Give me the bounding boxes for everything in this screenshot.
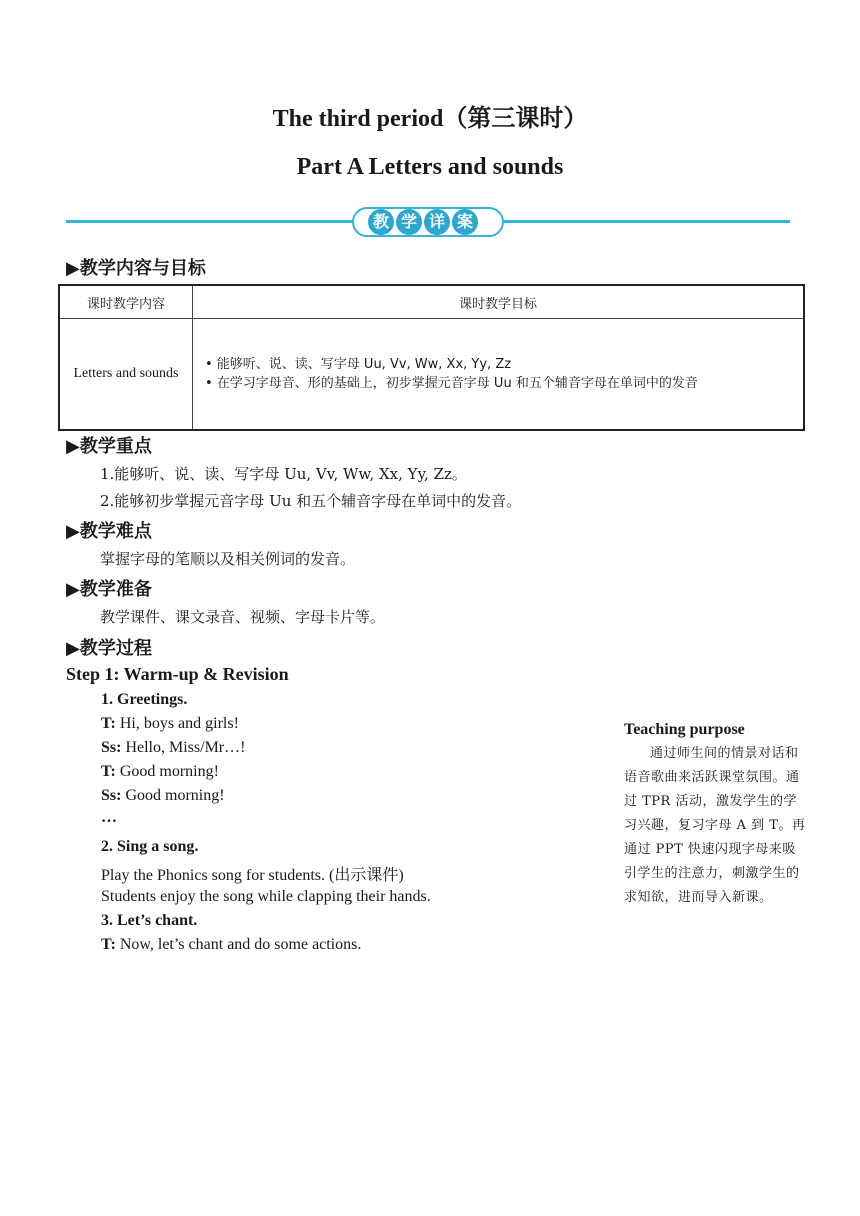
- key-point-2: 2.能够初步掌握元音字母 Uu 和五个辅音字母在单词中的发音。: [100, 492, 522, 510]
- dialog-line: T: Good morning!: [101, 763, 219, 780]
- table-header-goals: 课时教学目标: [193, 285, 805, 319]
- page-subtitle: Part A Letters and sounds: [296, 154, 564, 180]
- key-point-1: 1.能够听、说、读、写字母 Uu, Vv, Ww, Xx, Yy, Zz。: [100, 465, 467, 483]
- goal-item: • 在学习字母音、形的基础上，初步掌握元音字母 Uu 和五个辅音字母在单词中的发音: [205, 376, 698, 391]
- section-heading-key-points: ▶教学重点: [66, 436, 152, 457]
- chant-line: T: Now, let’s chant and do some actions.: [101, 936, 362, 953]
- song-line: Students enjoy the song while clapping their hands.: [101, 888, 431, 905]
- table-header-content: 课时教学内容: [59, 285, 193, 319]
- banner-char: 学: [396, 209, 422, 235]
- goals-table: [58, 284, 805, 431]
- banner-char: 教: [368, 209, 394, 235]
- section-heading-preparation: ▶教学准备: [66, 579, 152, 600]
- section-heading-process: ▶教学过程: [66, 638, 152, 659]
- chant-title: 3. Let’s chant.: [101, 912, 198, 929]
- banner-divider-left: [66, 220, 356, 223]
- teaching-purpose-text: 通过师生间的情景对话和语音歌曲来活跃课堂氛围。通过 TPR 活动，激发学生的学习兴趣，复习字母 A 到 T。再通过 PPT 快速闪现字母来吸引学生的注意力，刺激学生的求知欲，进而导入新课。: [624, 746, 806, 905]
- song-line: Play the Phonics song for students. (出示课件): [101, 867, 404, 884]
- banner-divider-right: [500, 220, 790, 223]
- dialog-line: T: Hi, boys and girls!: [101, 715, 239, 732]
- goal-item: • 能够听、说、读、写字母 Uu, Vv, Ww, Xx, Yy, Zz: [205, 357, 512, 372]
- page-title: The third period（第三课时）: [272, 106, 588, 132]
- preparation-text: 教学课件、课文录音、视频、字母卡片等。: [100, 608, 386, 626]
- dialog-line: Ss: Good morning!: [101, 787, 225, 804]
- lesson-plan-banner: [352, 207, 504, 237]
- banner-char: 案: [452, 209, 478, 235]
- banner-char: 详: [424, 209, 450, 235]
- step-title: Step 1: Warm-up & Revision: [66, 664, 289, 684]
- table-cell-content: Letters and sounds: [59, 319, 193, 431]
- section-heading-difficulties: ▶教学难点: [66, 521, 152, 542]
- greetings-title: 1. Greetings.: [101, 691, 188, 708]
- difficulty-text: 掌握字母的笔顺以及相关例词的发音。: [100, 550, 356, 568]
- teaching-purpose-title: Teaching purpose: [624, 721, 745, 738]
- song-title: 2. Sing a song.: [101, 838, 199, 855]
- dialog-ellipsis: …: [101, 809, 117, 826]
- section-heading-content-goals: ▶教学内容与目标: [66, 258, 206, 279]
- dialog-line: Ss: Hello, Miss/Mr…!: [101, 739, 246, 756]
- table-cell-goals: [193, 319, 805, 431]
